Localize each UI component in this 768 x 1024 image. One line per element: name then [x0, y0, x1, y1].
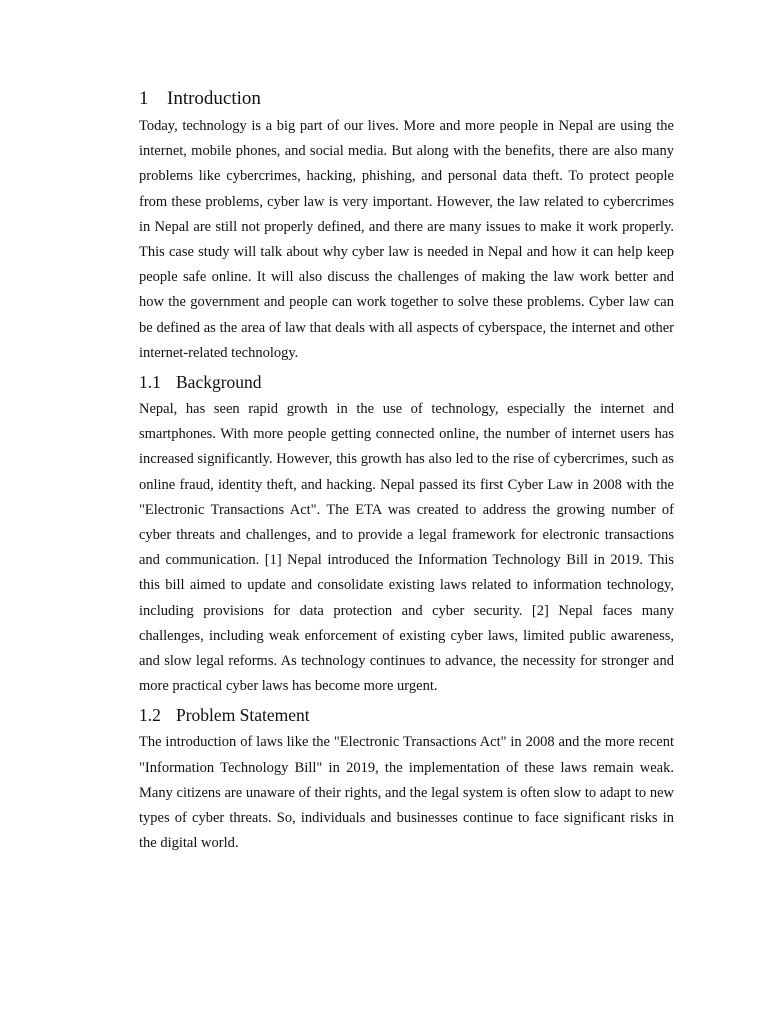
subsection-number: 1.2	[139, 705, 161, 726]
section-paragraph: The introduction of laws like the "Electronic Transactions Act" in 2008 and the more recent "Information Technology Bill" in 2019, the implementation of these laws remain weak. Many citizens are unaware of their rights, and the legal system is often slow to adapt to new types of cyber threats. So, individuals and businesses continue to face significant risks in the digital world.	[139, 734, 674, 852]
section-number: 1	[139, 88, 149, 109]
section-paragraph: Today, technology is a big part of our lives. More and more people in Nepal are using the internet, mobile phones, and social media. But along with the benefits, there are also many problems like cybercrimes, hacking, phishing, and personal data theft. To protect people from these problems, cyber law is very important. However, the law related to cybercrimes in Nepal are still not properly defined, and there are many issues to make it work properly. This case study will talk about why cyber law is needed in Nepal and how it can help keep people safe online. It will also discuss the challenges of making the law work better and how the government and people can work together to solve these problems. Cyber law can be defined as the area of law that deals with all aspects of cyberspace, the internet and other internet-related technology.	[139, 118, 674, 361]
subsection-heading	[139, 701, 674, 730]
subsection-heading	[139, 368, 674, 397]
section-background	[139, 368, 674, 699]
section-title: Introduction	[167, 88, 261, 109]
document-page	[139, 84, 674, 856]
section-introduction	[139, 84, 674, 366]
subsection-title: Background	[176, 372, 262, 393]
section-heading	[139, 84, 674, 114]
subsection-number: 1.1	[139, 372, 161, 393]
section-problem-statement	[139, 701, 674, 856]
subsection-title: Problem Statement	[176, 705, 310, 726]
section-paragraph: Nepal, has seen rapid growth in the use of technology, especially the internet and smartphones. With more people getting connected online, the number of internet users has increased significantly. However, this growth has also led to the rise of cybercrimes, such as online fraud, identity theft, and hacking. Nepal passed its first Cyber Law in 2008 with the "Electronic Transactions Act". The ETA was created to address the growing number of cyber threats and challenges, and to provide a legal framework for electronic transactions and communication. [1] Nepal introduced the Information Technology Bill in 2019. This this bill aimed to update and consolidate existing laws related to information technology, including provisions for data protection and cyber security. [2] Nepal faces many challenges, including weak enforcement of existing cyber laws, limited public awareness, and slow legal reforms. As technology continues to advance, the necessity for stronger and more practical cyber laws has become more urgent.	[139, 401, 674, 695]
